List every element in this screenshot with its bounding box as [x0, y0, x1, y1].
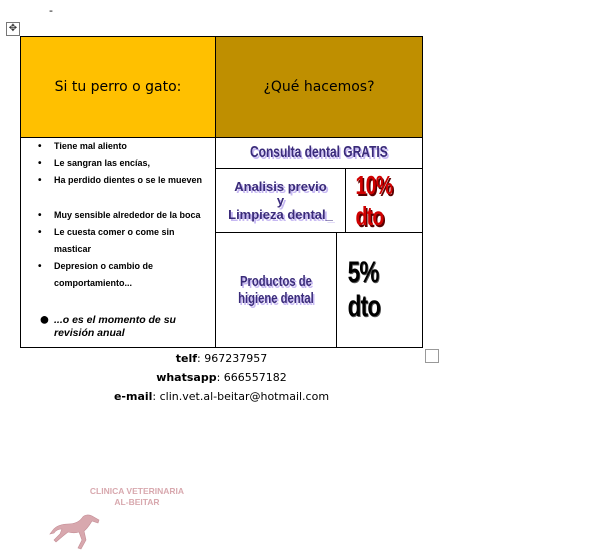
- productos-wordart: Productos de higiene dental: [238, 273, 314, 307]
- symptom-item: • Le cuesta comer o come sin masticar: [54, 224, 214, 258]
- header-left-text: Si tu perro o gato:: [54, 79, 182, 95]
- consulta-wordart: Consulta dental GRATIS: [250, 144, 388, 161]
- symptom-item: • Depresion o cambio de comportamiento...: [54, 258, 214, 292]
- symptoms-list: [21, 138, 216, 347]
- header-left: [21, 37, 216, 138]
- symptom-item: • Le sangran las encías,: [54, 155, 214, 172]
- analisis-cell: [216, 169, 346, 233]
- closing-bullet-icon: ●: [39, 309, 50, 329]
- analisis-line: Analisis previo: [234, 178, 327, 194]
- analisis-line: y: [276, 192, 285, 208]
- discount-5-cell: [337, 233, 422, 347]
- whatsapp-value: : 666557182: [216, 371, 287, 384]
- phone-value: : 967237957: [197, 352, 268, 365]
- header-right: [216, 37, 422, 138]
- discount-10-cell: [346, 169, 422, 233]
- symptom-item: • Muy sensible alrededor de la boca: [54, 207, 214, 224]
- logo-line-1: CLINICA VETERINARIA: [89, 486, 185, 496]
- email-label: e-mail: [113, 390, 153, 403]
- productos-cell: [216, 233, 337, 347]
- contact-email: [20, 390, 423, 403]
- analisis-line: Limpieza dental_: [228, 206, 333, 222]
- clinic-logo-text: [82, 486, 192, 508]
- whatsapp-label: whatsapp: [156, 371, 217, 384]
- logo-line-2: AL-BEITAR: [114, 497, 160, 507]
- promo-table: [20, 36, 423, 348]
- header-right-text: ¿Qué hacemos?: [263, 79, 375, 95]
- consulta-cell: [216, 138, 422, 169]
- email-value: : clin.vet.al-beitar@hotmail.com: [152, 390, 330, 403]
- horse-logo-icon: [48, 512, 104, 552]
- discount-5-wordart: 5% dto: [347, 256, 381, 323]
- top-dash: -: [49, 4, 53, 17]
- symptom-item: • Tiene mal aliento: [54, 138, 214, 155]
- contact-phone: [20, 352, 423, 365]
- symptom-item: • Ha perdido dientes o se le mueven: [54, 172, 214, 189]
- contact-whatsapp: [20, 371, 423, 384]
- table-resize-handle[interactable]: [425, 349, 439, 363]
- closing-text: ...o es el momento de su revisión anual: [54, 314, 176, 339]
- discount-10-wordart: 10% dto: [355, 169, 393, 231]
- table-move-handle-icon[interactable]: ✥: [6, 22, 20, 36]
- analisis-wordart: [228, 180, 333, 222]
- phone-label: telf: [175, 352, 198, 365]
